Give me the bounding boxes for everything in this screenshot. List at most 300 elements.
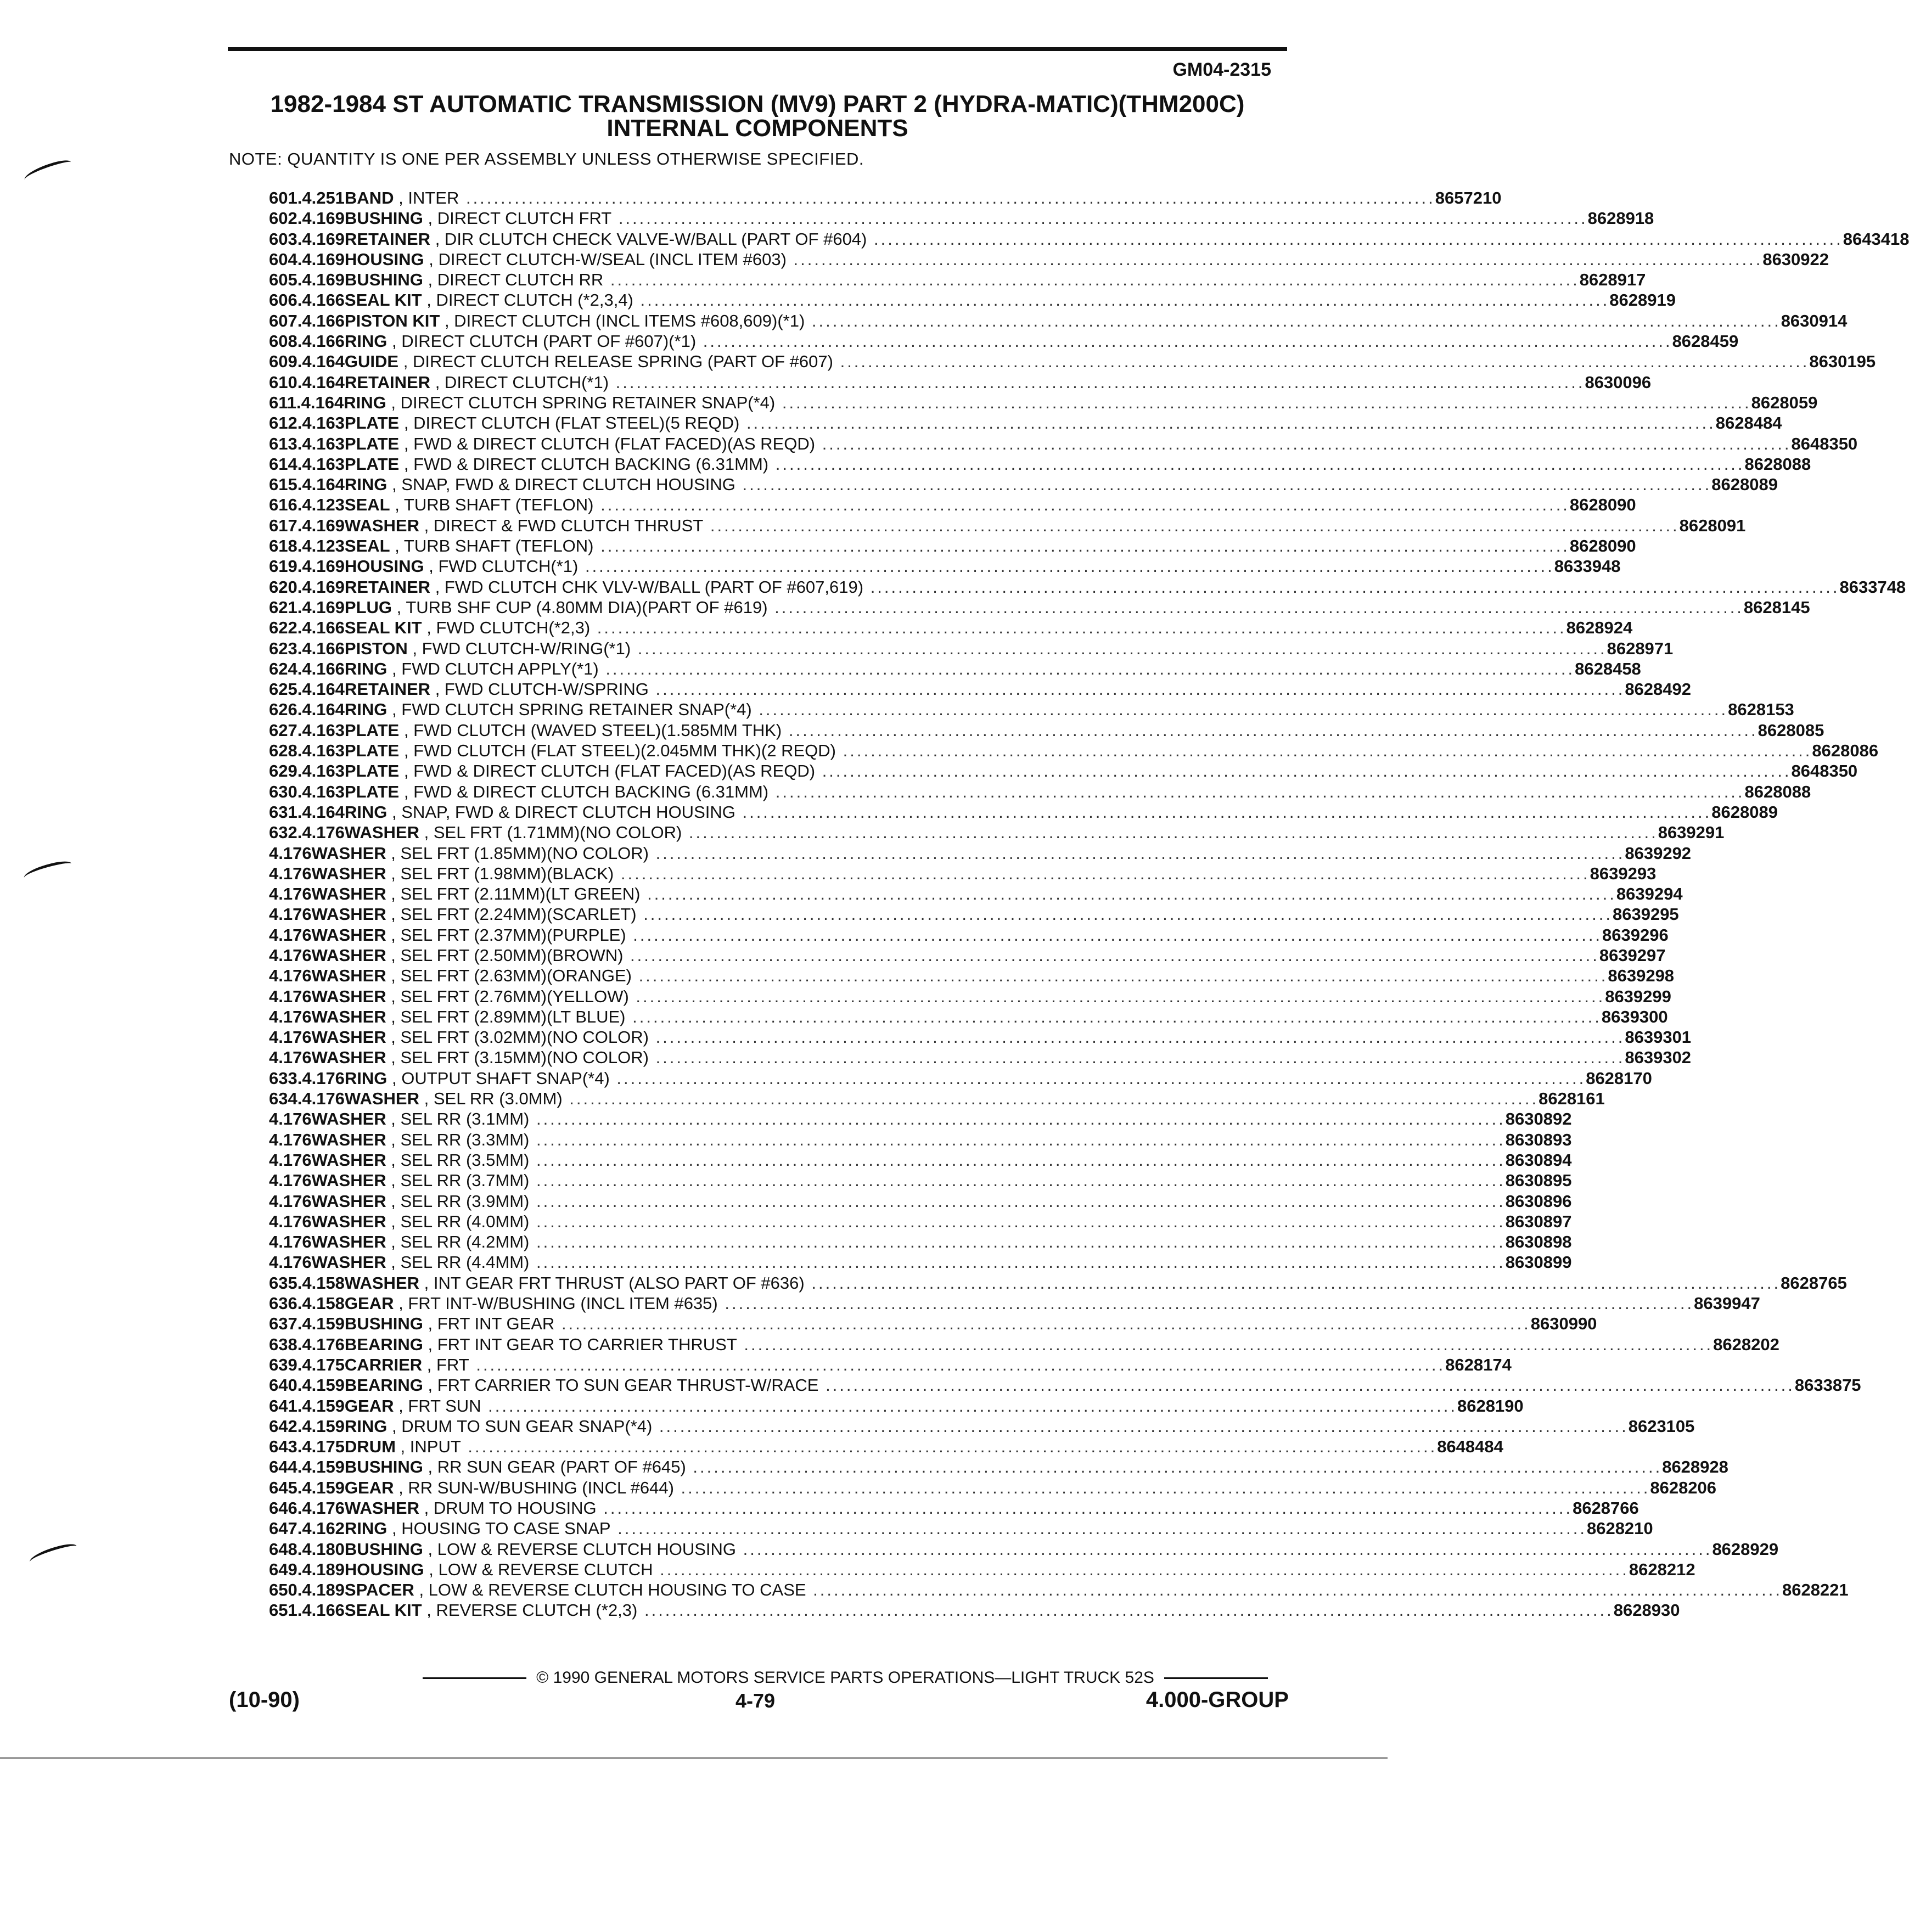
part-name: WASHER bbox=[311, 986, 386, 1006]
section-number: 4.189 bbox=[302, 1559, 345, 1579]
part-row bbox=[269, 1600, 1680, 1620]
part-name: WASHER bbox=[311, 843, 386, 863]
part-name: WASHER bbox=[311, 884, 386, 904]
dot-leader: ............................................................................................................................................ bbox=[768, 782, 1745, 801]
item-number: 623. bbox=[269, 638, 302, 658]
part-number: 8628492 bbox=[1625, 679, 1691, 699]
dot-leader: ............................................................................................................................................ bbox=[603, 270, 1580, 290]
part-number: 8639291 bbox=[1658, 823, 1725, 843]
section-number: 4.166 bbox=[302, 332, 345, 351]
dot-leader: ............................................................................................................................................ bbox=[735, 802, 1712, 822]
section-number: 4.158 bbox=[302, 1294, 345, 1313]
section-number: 4.251 bbox=[302, 188, 345, 207]
section-number: 4.176 bbox=[269, 843, 312, 863]
part-detail: , FRT INT-W/BUSHING (INCL ITEM #635) bbox=[398, 1294, 718, 1313]
part-detail: , FRT INT GEAR bbox=[428, 1314, 555, 1334]
part-row bbox=[269, 1027, 1692, 1047]
part-row bbox=[269, 740, 1879, 761]
item-number: 620. bbox=[269, 577, 302, 597]
section-number: 4.169 bbox=[302, 557, 345, 576]
item-number: 634. bbox=[269, 1089, 302, 1109]
part-name: GEAR bbox=[344, 1478, 394, 1497]
dot-leader: ............................................................................................................................................ bbox=[598, 659, 1575, 678]
section-number: 4.159 bbox=[302, 1396, 345, 1416]
part-detail: , SEL RR (4.0MM) bbox=[391, 1211, 530, 1231]
dot-leader: ............................................................................................................................................ bbox=[609, 372, 1585, 392]
part-number: 8628210 bbox=[1586, 1519, 1653, 1538]
section-number: 4.169 bbox=[302, 209, 345, 228]
part-row bbox=[269, 679, 1691, 699]
dot-leader: ............................................................................................................................................ bbox=[529, 1211, 1506, 1231]
part-number: 8633748 bbox=[1839, 577, 1906, 597]
item-number: 649. bbox=[269, 1559, 302, 1579]
section-number: 4.166 bbox=[302, 659, 345, 678]
part-name: BAND bbox=[344, 188, 394, 207]
part-number: 8639293 bbox=[1590, 863, 1657, 883]
part-number: 8633948 bbox=[1554, 557, 1621, 576]
part-number: 8628161 bbox=[1539, 1089, 1605, 1109]
part-number: 8633875 bbox=[1794, 1375, 1861, 1395]
part-row bbox=[269, 536, 1636, 556]
part-detail: , SEL FRT (3.02MM)(NO COLOR) bbox=[391, 1027, 649, 1047]
part-name: SEAL KIT bbox=[344, 290, 422, 310]
part-description bbox=[312, 904, 1613, 924]
section-number: 4.176 bbox=[269, 945, 312, 965]
part-row bbox=[269, 229, 1909, 249]
part-detail: , OUTPUT SHAFT SNAP(*4) bbox=[392, 1068, 610, 1088]
part-name: RING bbox=[344, 475, 388, 495]
dot-leader: ............................................................................................................................................ bbox=[614, 863, 1590, 883]
part-name: WASHER bbox=[311, 1191, 386, 1211]
part-description bbox=[312, 1170, 1506, 1190]
part-row bbox=[269, 474, 1778, 495]
part-row bbox=[269, 1170, 1572, 1190]
part-number: 8639296 bbox=[1602, 925, 1669, 945]
dot-leader: ............................................................................................................................................ bbox=[596, 1498, 1573, 1518]
part-name: WASHER bbox=[311, 1232, 386, 1252]
part-description bbox=[345, 331, 1672, 351]
part-description bbox=[345, 515, 1680, 536]
item-number: 639. bbox=[269, 1355, 302, 1374]
part-number: 8630922 bbox=[1762, 249, 1829, 269]
part-name: RING bbox=[344, 1519, 388, 1538]
revision-date: (10-90) bbox=[229, 1688, 300, 1712]
part-detail: , FWD CLUTCH-W/SPRING bbox=[435, 679, 649, 699]
part-detail: , FWD CLUTCH SPRING RETAINER SNAP(*4) bbox=[392, 700, 752, 720]
group-label: 4.000-GROUP bbox=[1146, 1688, 1289, 1712]
part-detail: , FWD CLUTCH APPLY(*1) bbox=[392, 659, 599, 678]
part-description bbox=[312, 1252, 1506, 1272]
part-description bbox=[345, 802, 1711, 822]
part-detail: , SEL RR (3.7MM) bbox=[391, 1171, 530, 1190]
part-detail: , LOW & REVERSE CLUTCH HOUSING TO CASE bbox=[419, 1580, 806, 1600]
part-detail: , SEL RR (3.3MM) bbox=[391, 1130, 530, 1149]
part-row bbox=[269, 1088, 1605, 1109]
part-description bbox=[312, 884, 1616, 904]
dot-leader: ............................................................................................................................................ bbox=[682, 823, 1658, 843]
part-detail: , FWD & DIRECT CLUTCH BACKING (6.31MM) bbox=[403, 454, 769, 474]
dot-leader: ............................................................................................................................................ bbox=[459, 188, 1435, 207]
section-number: 4.176 bbox=[269, 1191, 312, 1211]
part-description bbox=[345, 1539, 1713, 1559]
part-detail: , SEL RR (3.1MM) bbox=[391, 1109, 530, 1129]
part-number: 8628088 bbox=[1744, 782, 1811, 801]
item-number: 608. bbox=[269, 332, 302, 351]
part-detail: , FWD CLUTCH(*1) bbox=[429, 557, 579, 576]
page-title: 1982-1984 ST AUTOMATIC TRANSMISSION (MV9) PART 2 (HYDRA-MATIC)(THM200C) bbox=[270, 91, 1245, 117]
part-name: RING bbox=[344, 700, 388, 720]
part-row bbox=[269, 863, 1657, 884]
part-row bbox=[269, 884, 1683, 904]
section-number: 4.189 bbox=[302, 1580, 345, 1600]
item-number: 613. bbox=[269, 434, 302, 453]
part-detail: , SEL RR (3.9MM) bbox=[391, 1191, 530, 1211]
part-description bbox=[345, 229, 1843, 249]
part-name: PLATE bbox=[344, 434, 400, 453]
part-name: BUSHING bbox=[344, 1457, 423, 1477]
section-number: 4.159 bbox=[302, 1457, 345, 1477]
part-row bbox=[269, 1313, 1597, 1334]
item-number: 621. bbox=[269, 597, 302, 617]
part-number: 8628928 bbox=[1662, 1457, 1728, 1477]
part-number: 8630898 bbox=[1505, 1232, 1572, 1252]
part-detail: , HOUSING TO CASE SNAP bbox=[392, 1519, 611, 1538]
part-row bbox=[269, 1457, 1728, 1477]
dot-leader: ............................................................................................................................................ bbox=[767, 597, 1744, 617]
part-number: 8630892 bbox=[1505, 1109, 1572, 1129]
part-description bbox=[345, 556, 1554, 576]
item-number: 635. bbox=[269, 1273, 302, 1293]
part-description bbox=[312, 1047, 1625, 1068]
top-rule bbox=[228, 47, 1287, 51]
part-description bbox=[312, 925, 1602, 945]
dot-leader: ............................................................................................................................................ bbox=[648, 1048, 1625, 1068]
part-name: WASHER bbox=[311, 1048, 386, 1068]
part-description bbox=[345, 249, 1762, 269]
dot-leader: ............................................................................................................................................ bbox=[626, 925, 1603, 945]
part-name: WASHER bbox=[311, 1027, 386, 1047]
parts-list bbox=[269, 188, 1909, 1621]
part-description bbox=[345, 413, 1716, 433]
part-row bbox=[269, 1436, 1503, 1457]
part-row bbox=[269, 1191, 1572, 1211]
part-name: PLATE bbox=[344, 782, 400, 801]
part-row bbox=[269, 577, 1906, 597]
dot-leader: ............................................................................................................................................ bbox=[631, 638, 1607, 658]
item-number: 617. bbox=[269, 515, 302, 535]
part-row bbox=[269, 515, 1746, 536]
section-number: 4.176 bbox=[269, 905, 312, 924]
item-number: 601. bbox=[269, 188, 302, 207]
dot-leader: ............................................................................................................................................ bbox=[768, 454, 1745, 474]
part-name: PLATE bbox=[344, 454, 400, 474]
part-row bbox=[269, 1273, 1847, 1293]
section-number: 4.176 bbox=[269, 1027, 312, 1047]
section-number: 4.163 bbox=[302, 434, 345, 453]
part-name: RING bbox=[344, 392, 386, 412]
margin-mark bbox=[28, 1541, 79, 1567]
section-number: 4.176 bbox=[269, 1130, 312, 1149]
item-number: 602. bbox=[269, 209, 302, 228]
part-name: RING bbox=[344, 1068, 388, 1088]
part-row bbox=[269, 1375, 1861, 1395]
part-description bbox=[344, 392, 1751, 413]
item-number: 626. bbox=[269, 700, 302, 720]
item-number: 604. bbox=[269, 249, 302, 269]
dot-leader: ............................................................................................................................................ bbox=[686, 1457, 1663, 1477]
part-row bbox=[269, 965, 1675, 986]
item-number: 612. bbox=[269, 413, 302, 433]
part-number: 8628145 bbox=[1743, 597, 1810, 617]
part-row bbox=[269, 638, 1674, 659]
part-number: 8630896 bbox=[1505, 1191, 1572, 1211]
part-detail: , DRUM TO HOUSING bbox=[424, 1498, 597, 1518]
item-number: 651. bbox=[269, 1600, 302, 1620]
part-name: PISTON KIT bbox=[344, 311, 440, 330]
page-subtitle: INTERNAL COMPONENTS bbox=[607, 115, 908, 142]
part-description bbox=[345, 1068, 1586, 1088]
part-number: 8628765 bbox=[1781, 1273, 1847, 1293]
part-description bbox=[345, 1293, 1694, 1313]
section-number: 4.169 bbox=[302, 597, 345, 617]
part-name: WASHER bbox=[311, 945, 386, 965]
page-number: 4-79 bbox=[735, 1689, 776, 1712]
dot-leader: ............................................................................................................................................ bbox=[469, 1355, 1446, 1374]
dot-leader: ............................................................................................................................................ bbox=[717, 1294, 1694, 1313]
part-name: WASHER bbox=[311, 1150, 386, 1170]
dot-leader: ............................................................................................................................................ bbox=[836, 741, 1812, 761]
dot-leader: ............................................................................................................................................ bbox=[833, 352, 1810, 372]
dot-leader: ............................................................................................................................................ bbox=[653, 1559, 1629, 1579]
dot-leader: ............................................................................................................................................ bbox=[739, 413, 1716, 433]
dot-leader: ............................................................................................................................................ bbox=[562, 1089, 1539, 1109]
part-name: GEAR bbox=[344, 1396, 394, 1416]
part-description bbox=[312, 863, 1590, 884]
part-number: 8648350 bbox=[1791, 434, 1858, 453]
part-row bbox=[269, 331, 1739, 351]
part-description bbox=[345, 1580, 1782, 1600]
part-number: 8630096 bbox=[1585, 372, 1652, 392]
part-number: 8630899 bbox=[1505, 1253, 1572, 1272]
item-number: 627. bbox=[269, 720, 302, 740]
part-detail: , SEL RR (4.2MM) bbox=[391, 1232, 530, 1252]
part-number: 8628918 bbox=[1587, 209, 1654, 228]
section-number: 4.176 bbox=[269, 884, 312, 904]
part-detail: , FWD CLUTCH (WAVED STEEL)(1.585MM THK) bbox=[403, 720, 782, 740]
part-description bbox=[345, 740, 1812, 761]
part-row bbox=[269, 495, 1636, 515]
part-row bbox=[269, 249, 1829, 269]
part-name: BUSHING bbox=[344, 1539, 423, 1559]
section-number: 4.159 bbox=[302, 1375, 345, 1395]
part-detail: , SNAP, FWD & DIRECT CLUTCH HOUSING bbox=[392, 475, 735, 495]
part-number: 8628221 bbox=[1782, 1580, 1849, 1600]
part-description bbox=[345, 720, 1758, 740]
part-row bbox=[269, 1109, 1572, 1129]
section-number: 4.164 bbox=[302, 802, 345, 822]
item-number: 610. bbox=[269, 372, 302, 392]
part-number: 8630893 bbox=[1505, 1130, 1572, 1149]
item-number: 642. bbox=[269, 1416, 302, 1436]
part-row bbox=[269, 699, 1794, 720]
footer-rule-left bbox=[423, 1677, 526, 1679]
part-number: 8628153 bbox=[1728, 700, 1794, 720]
margin-mark bbox=[23, 158, 74, 185]
part-name: SEAL KIT bbox=[344, 618, 422, 638]
part-description bbox=[345, 1559, 1629, 1580]
part-description bbox=[345, 290, 1609, 310]
part-detail: , SEL FRT (2.89MM)(LT BLUE) bbox=[391, 1007, 626, 1026]
part-description bbox=[345, 311, 1781, 331]
part-description bbox=[345, 1478, 1650, 1498]
section-number: 4.163 bbox=[302, 782, 345, 801]
part-detail: , FRT SUN bbox=[398, 1396, 481, 1416]
dot-leader: ............................................................................................................................................ bbox=[529, 1191, 1506, 1211]
part-name: WASHER bbox=[311, 966, 386, 986]
section-number: 4.163 bbox=[302, 413, 345, 433]
dot-leader: ............................................................................................................................................ bbox=[806, 1580, 1782, 1600]
part-description bbox=[345, 495, 1570, 515]
section-number: 4.180 bbox=[302, 1539, 345, 1559]
part-row bbox=[269, 1416, 1695, 1436]
section-number: 4.163 bbox=[302, 741, 345, 761]
section-number: 4.163 bbox=[302, 761, 345, 781]
part-detail: , SEL FRT (1.71MM)(NO COLOR) bbox=[424, 823, 682, 843]
item-number: 632. bbox=[269, 823, 302, 843]
part-row bbox=[269, 1580, 1849, 1600]
dot-leader: ............................................................................................................................................ bbox=[609, 1068, 1586, 1088]
part-name: WASHER bbox=[344, 1089, 419, 1109]
dot-leader: ............................................................................................................................................ bbox=[652, 1416, 1629, 1436]
part-row bbox=[269, 1293, 1760, 1313]
part-detail: , SEL FRT (2.11MM)(LT GREEN) bbox=[391, 884, 641, 904]
part-description bbox=[312, 1191, 1506, 1211]
dot-leader: ............................................................................................................................................ bbox=[640, 884, 1616, 904]
part-row bbox=[269, 822, 1725, 843]
dot-leader: ............................................................................................................................................ bbox=[529, 1253, 1506, 1272]
part-name: WASHER bbox=[344, 823, 419, 843]
part-description bbox=[345, 1498, 1573, 1518]
part-name: WASHER bbox=[311, 1253, 386, 1272]
dot-leader: ............................................................................................................................................ bbox=[529, 1150, 1506, 1170]
part-name: WASHER bbox=[311, 925, 386, 945]
part-name: GEAR bbox=[344, 1294, 394, 1313]
part-number: 8630914 bbox=[1781, 311, 1848, 330]
part-number: 8623105 bbox=[1628, 1416, 1695, 1436]
part-row bbox=[269, 1518, 1653, 1538]
dot-leader: ............................................................................................................................................ bbox=[611, 209, 1588, 228]
section-number: 4.169 bbox=[302, 249, 345, 269]
part-description bbox=[345, 761, 1792, 781]
section-number: 4.166 bbox=[302, 1600, 345, 1620]
part-detail: , TURB SHAFT (TEFLON) bbox=[395, 536, 594, 556]
part-number: 8628202 bbox=[1713, 1334, 1779, 1354]
dot-leader: ............................................................................................................................................ bbox=[775, 392, 1751, 412]
part-detail: , TURB SHF CUP (4.80MM DIA)(PART OF #619) bbox=[396, 597, 768, 617]
part-row bbox=[269, 1007, 1668, 1027]
dot-leader: ............................................................................................................................................ bbox=[673, 1478, 1650, 1497]
part-name: RING bbox=[344, 659, 388, 678]
part-name: PISTON bbox=[344, 638, 408, 658]
footer-rule-right bbox=[1164, 1677, 1268, 1679]
section-number: 4.176 bbox=[269, 925, 312, 945]
part-row bbox=[269, 311, 1848, 331]
dot-leader: ............................................................................................................................................ bbox=[636, 905, 1613, 924]
part-description bbox=[345, 372, 1585, 392]
part-name: SPACER bbox=[344, 1580, 414, 1600]
part-detail: , INT GEAR FRT THRUST (ALSO PART OF #636) bbox=[424, 1273, 805, 1293]
item-number: 611. bbox=[269, 392, 301, 412]
part-description bbox=[312, 945, 1599, 965]
part-number: 8628085 bbox=[1758, 720, 1824, 740]
part-description bbox=[345, 536, 1570, 556]
item-number: 638. bbox=[269, 1334, 302, 1354]
part-number: 8628930 bbox=[1613, 1600, 1680, 1620]
part-number: 8630894 bbox=[1505, 1150, 1572, 1170]
part-detail: , DIRECT CLUTCH SPRING RETAINER SNAP(*4) bbox=[391, 392, 776, 412]
dot-leader: ............................................................................................................................................ bbox=[782, 720, 1758, 740]
part-detail: , DIRECT CLUTCH FRT bbox=[428, 209, 612, 228]
dot-leader: ............................................................................................................................................ bbox=[631, 966, 1608, 986]
part-number: 8639947 bbox=[1694, 1294, 1760, 1313]
part-number: 8628206 bbox=[1650, 1478, 1717, 1497]
part-name: BUSHING bbox=[344, 1314, 423, 1334]
part-name: HOUSING bbox=[344, 557, 424, 576]
part-number: 8639300 bbox=[1601, 1007, 1668, 1026]
part-row bbox=[269, 208, 1654, 228]
dot-leader: ............................................................................................................................................ bbox=[529, 1232, 1506, 1252]
item-number: 629. bbox=[269, 761, 302, 781]
section-number: 4.176 bbox=[302, 1068, 345, 1088]
section-number: 4.166 bbox=[302, 290, 345, 310]
part-number: 8628089 bbox=[1711, 475, 1778, 495]
dot-leader: ............................................................................................................................................ bbox=[623, 945, 1599, 965]
part-row bbox=[269, 802, 1778, 822]
part-description bbox=[345, 351, 1809, 372]
part-name: RETAINER bbox=[344, 229, 431, 249]
part-detail: , DIRECT CLUTCH (INCL ITEMS #608,609)(*1) bbox=[444, 311, 805, 330]
part-detail: , FWD & DIRECT CLUTCH BACKING (6.31MM) bbox=[403, 782, 769, 801]
part-number: 8628484 bbox=[1715, 413, 1782, 433]
part-name: CARRIER bbox=[344, 1355, 423, 1374]
dot-leader: ............................................................................................................................................ bbox=[737, 1334, 1714, 1354]
part-row bbox=[269, 1047, 1692, 1068]
dot-leader: ............................................................................................................................................ bbox=[863, 577, 1840, 597]
dot-leader: ............................................................................................................................................ bbox=[735, 475, 1712, 495]
part-description bbox=[345, 1600, 1614, 1620]
part-row bbox=[269, 434, 1858, 454]
part-name: RING bbox=[344, 1416, 388, 1436]
part-detail: , FRT CARRIER TO SUN GEAR THRUST-W/RACE bbox=[428, 1375, 819, 1395]
part-number: 8628170 bbox=[1586, 1068, 1652, 1088]
part-name: RING bbox=[344, 802, 388, 822]
part-detail: , SEL FRT (2.24MM)(SCARLET) bbox=[391, 905, 637, 924]
part-description bbox=[312, 1232, 1506, 1252]
section-number: 4.164 bbox=[302, 372, 345, 392]
section-number: 4.163 bbox=[302, 454, 345, 474]
section-number: 4.164 bbox=[302, 352, 345, 372]
part-row bbox=[269, 1211, 1572, 1232]
part-row bbox=[269, 597, 1810, 617]
part-name: RING bbox=[344, 332, 388, 351]
dot-leader: ............................................................................................................................................ bbox=[648, 843, 1625, 863]
part-detail: , SEL FRT (1.85MM)(NO COLOR) bbox=[391, 843, 649, 863]
part-row bbox=[269, 843, 1692, 863]
part-number: 8628088 bbox=[1744, 454, 1811, 474]
item-number: 618. bbox=[269, 536, 302, 556]
section-number: 4.176 bbox=[269, 1211, 312, 1231]
part-description bbox=[312, 1027, 1625, 1047]
